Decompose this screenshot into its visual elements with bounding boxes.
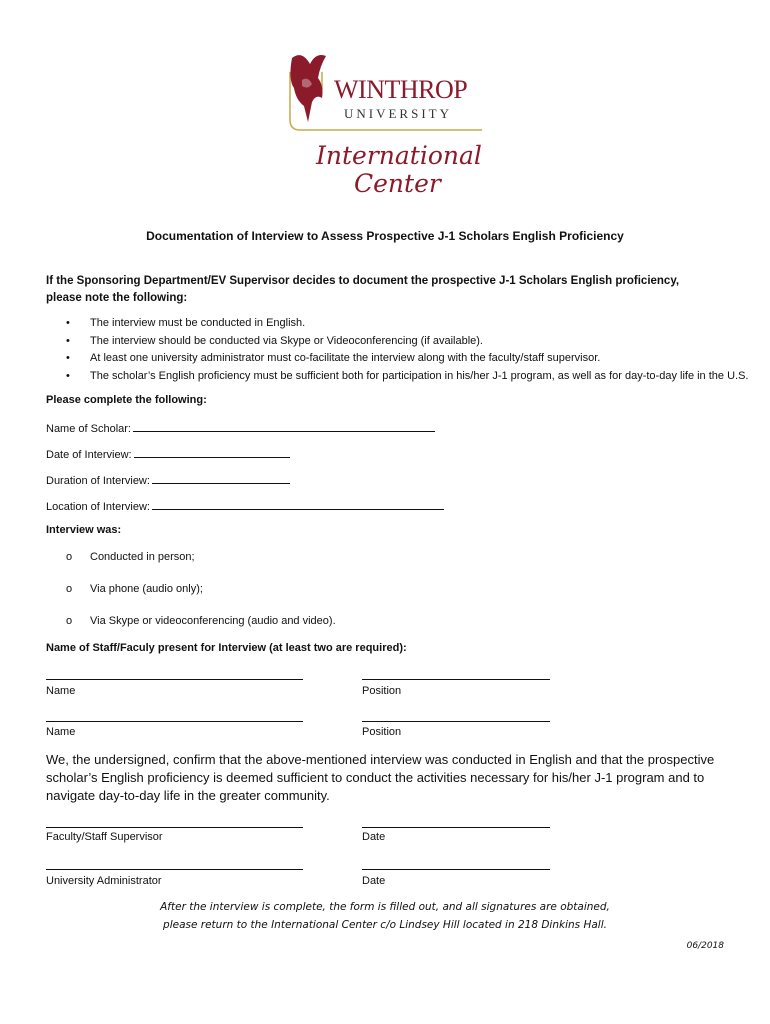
scholar-name-line[interactable] <box>133 420 435 432</box>
staff-position-line[interactable] <box>362 721 550 722</box>
bullet-icon: • <box>66 334 70 347</box>
intro-text: If the Sponsoring Department/EV Supervisor decides to document the prospective J-1 Scholars English proficiency, please note the following: <box>46 275 680 304</box>
logo-line3: International <box>316 141 482 170</box>
bullet-icon: • <box>66 317 70 329</box>
staff-name-label: Name <box>46 685 76 697</box>
administrator-signature-line[interactable] <box>46 869 303 870</box>
interview-date-field[interactable] <box>46 446 290 461</box>
staff-name-line[interactable] <box>46 721 303 722</box>
scholar-name-field[interactable] <box>46 420 435 435</box>
administrator-date-line[interactable] <box>362 869 550 870</box>
list-item: • The interview should be conducted via Skype or Videoconferencing (if available). <box>46 333 748 351</box>
list-item: • The scholar’s English proficiency must be sufficient both for participation in his/her J-1 program, as well as for day-to-day life in the U.S. <box>46 368 748 386</box>
interview-date-line[interactable] <box>134 446 290 458</box>
supervisor-date-line[interactable] <box>362 827 550 828</box>
option-in-person[interactable]: o Conducted in person; <box>66 551 195 563</box>
option-phone[interactable]: o Via phone (audio only); <box>66 583 203 595</box>
return-instructions <box>0 898 770 934</box>
field-label: Name of Scholar: <box>46 423 131 435</box>
interview-location-field[interactable] <box>46 498 444 513</box>
logo-line1: WINTHROP <box>334 75 468 104</box>
document-title: Documentation of Interview to Assess Prospective J-1 Scholars English Proficiency <box>146 229 624 243</box>
staff-position-label: Position <box>362 685 402 697</box>
field-label: Date of Interview: <box>46 449 132 461</box>
administrator-date-label: Date <box>362 875 386 887</box>
option-skype[interactable]: o Via Skype or videoconferencing (audio and video). <box>66 615 336 627</box>
interview-heading: Interview was: <box>46 524 122 536</box>
complete-heading: Please complete the following: <box>46 394 207 406</box>
field-label: Location of Interview: <box>46 501 150 513</box>
option-circle-icon: o <box>66 583 73 595</box>
interview-location-line[interactable] <box>152 498 444 510</box>
bullet-icon: • <box>66 369 70 382</box>
staff-name-label: Name <box>46 726 76 738</box>
interview-duration-line[interactable] <box>152 472 290 484</box>
logo-line2: UNIVERSITY <box>344 106 452 121</box>
list-item: • The interview must be conducted in English. <box>46 315 748 333</box>
logo-line4: Center <box>354 169 441 198</box>
footer-line: please return to the International Center c/o Lindsey Hill located in 218 Dinkins Hall. <box>163 919 607 931</box>
staff-position-label: Position <box>362 726 402 738</box>
confirmation-text: We, the undersigned, confirm that the above-mentioned interview was conducted in English and that the prospective scholar’s English proficiency is deemed sufficient to conduct the activities necessary for his/her J-1 program and to navigate day-to-day life in the greater community. <box>46 752 715 803</box>
list-item: • At least one university administrator must co-facilitate the interview along with the faculty/staff supervisor. <box>46 350 748 368</box>
supervisor-date-label: Date <box>362 831 386 843</box>
requirements-list <box>46 315 748 385</box>
footer-line: After the interview is complete, the form is filled out, and all signatures are obtained, <box>160 901 610 913</box>
bullet-icon: • <box>66 352 70 364</box>
supervisor-signature-line[interactable] <box>46 827 303 828</box>
staff-heading: Name of Staff/Faculy present for Interview (at least two are required): <box>46 642 407 654</box>
revision-date: 06/2018 <box>686 941 724 951</box>
option-circle-icon: o <box>66 615 73 627</box>
field-label: Duration of Interview: <box>46 475 150 487</box>
eagle-icon <box>282 50 492 200</box>
supervisor-label: Faculty/Staff Supervisor <box>46 831 163 843</box>
interview-duration-field[interactable] <box>46 472 290 487</box>
staff-position-line[interactable] <box>362 679 550 680</box>
administrator-label: University Administrator <box>46 875 162 887</box>
winthrop-logo <box>282 50 492 200</box>
staff-name-line[interactable] <box>46 679 303 680</box>
option-circle-icon: o <box>66 551 73 563</box>
